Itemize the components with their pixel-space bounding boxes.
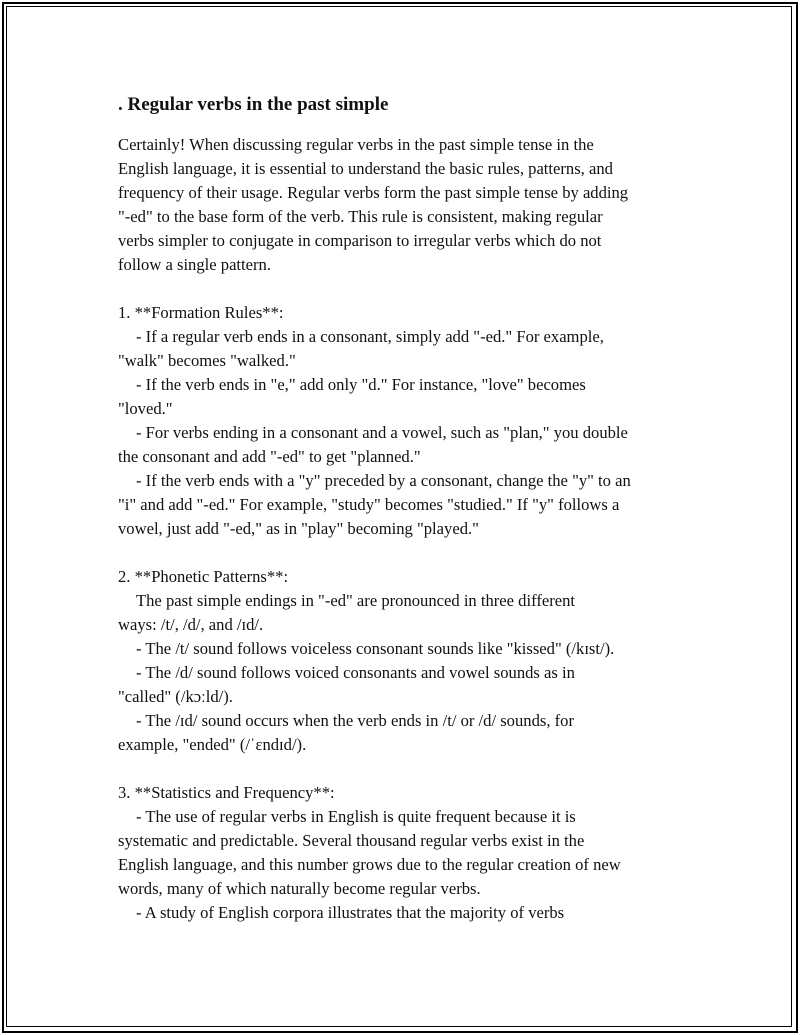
section-heading: 1. **Formation Rules**:: [118, 303, 284, 322]
section-line: - The use of regular verbs in English is quite frequent because it is: [136, 807, 576, 826]
section-line: - A study of English corpora illustrates that the majority of verbs: [136, 903, 565, 922]
section-statistics-frequency: [118, 781, 693, 925]
section-line: - The /ɪd/ sound occurs when the verb ends in /t/ or /d/ sounds, for: [136, 711, 574, 730]
section-line: "called" (/kɔːld/).: [118, 687, 233, 706]
section-heading: 2. **Phonetic Patterns**:: [118, 567, 289, 586]
document-page: [118, 93, 693, 925]
section-line: - The /d/ sound follows voiced consonants and vowel sounds as in: [136, 663, 575, 682]
intro-paragraph: [118, 133, 693, 277]
intro-line: verbs simpler to conjugate in comparison to irregular verbs which do not: [118, 231, 602, 250]
section-line: vowel, just add "-ed," as in "play" becoming "played.": [118, 519, 479, 538]
section-phonetic-patterns: [118, 565, 693, 757]
section-line: The past simple endings in "-ed" are pronounced in three different: [136, 591, 576, 610]
section-line: English language, and this number grows due to the regular creation of new: [118, 855, 621, 874]
section-line: - If the verb ends in "e," add only "d." For instance, "love" becomes: [136, 375, 586, 394]
section-formation-rules: [118, 301, 693, 541]
section-line: "walk" becomes "walked.": [118, 351, 296, 370]
section-heading: 3. **Statistics and Frequency**:: [118, 783, 335, 802]
section-line: the consonant and add "-ed" to get "planned.": [118, 447, 421, 466]
intro-line: "-ed" to the base form of the verb. This rule is consistent, making regular: [118, 207, 603, 226]
intro-line: English language, it is essential to understand the basic rules, patterns, and: [118, 159, 613, 178]
section-line: - The /t/ sound follows voiceless consonant sounds like "kissed" (/kɪst/).: [136, 639, 615, 658]
section-line: "loved.": [118, 399, 173, 418]
intro-line: frequency of their usage. Regular verbs form the past simple tense by adding: [118, 183, 629, 202]
intro-line: follow a single pattern.: [118, 255, 271, 274]
section-line: example, "ended" (/ˈɛndɪd/).: [118, 735, 307, 754]
intro-line: Certainly! When discussing regular verbs in the past simple tense in the: [118, 135, 594, 154]
section-line: - If the verb ends with a "y" preceded by a consonant, change the "y" to an: [136, 471, 631, 490]
document-title: . Regular verbs in the past simple: [118, 94, 389, 115]
section-line: ways: /t/, /d/, and /ɪd/.: [118, 615, 264, 634]
section-line: - For verbs ending in a consonant and a vowel, such as "plan," you double: [136, 423, 628, 442]
section-line: systematic and predictable. Several thousand regular verbs exist in the: [118, 831, 585, 850]
section-line: - If a regular verb ends in a consonant, simply add "-ed." For example,: [136, 327, 604, 346]
section-line: "i" and add "-ed." For example, "study" becomes "studied." If "y" follows a: [118, 495, 620, 514]
section-line: words, many of which naturally become regular verbs.: [118, 879, 481, 898]
